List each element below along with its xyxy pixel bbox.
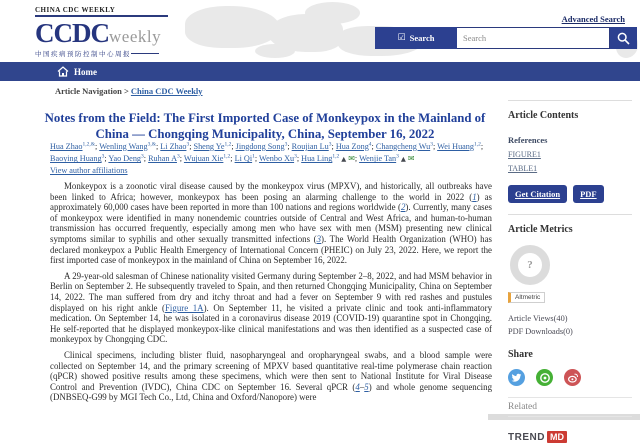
nav-home-label: Home xyxy=(74,66,97,77)
paragraph: Clinical specimens, including blister fluid, nasopharyngeal and oropharyngeal swabs, and a blood sample were collected on September 14, and the primary screening of MPXV based quantitative real-time polymerase chain reaction (qPCR) showed positive results among these specimens, which were then sent to National Institute for Viral Disease Control and Prevention (IVDC), China CDC on September 16. Several qPCR (4–5) and whole genome sequencing (DNBSEQ-G99 by MGI Tech Co., Ltd, China and Oxford/Nanopore) were xyxy=(50,349,493,403)
magnifier-icon xyxy=(617,32,630,45)
author-link[interactable]: Hua Zhao xyxy=(50,141,83,151)
paragraph: Monkeypox is a zoonotic viral disease caused by the monkeypox virus (MPXV), and historically, all outbreaks have been linked to Africa; however, monkeypox has been posing an alarming challenge to the world in 2022 (1) as approximately 60,000 cases have been reported in more than 100 nations and regions worldwide (2). Currently, many cases of monkeypox were identified in many nonendemic countries outside of Central and West Africa, and human-to-human transmission has occurred frequently, especially among men who have sex with men (MSM) presenting new clinical symptoms similar to syphilis and other sexually transmitted infections (3). The World Health Organization (WHO) has declared monkeypox a Public Health Emergency of International Concern (PHEIC) on July 23, 2022. Here, we report the first imported case of monkeypox in the mainland of China on September 16, 2022. xyxy=(50,181,493,266)
get-citation-button[interactable]: Get Citation xyxy=(508,185,567,203)
primary-navbar xyxy=(0,62,640,81)
email-envelope-icon[interactable]: ✉ xyxy=(348,154,355,164)
weibo-icon xyxy=(567,372,579,384)
author-list: Hua Zhao$^{1,2,\&}$; Wenling Wang$^{3,\&}$; Li Zhao$^3$; Sheng Ye$^{1,2}$; Jingdong Song$^3$; Roujian Lu$^3$; Hua Zong$^4$; Changcheng Wu$^3$; Wei Huang$^{1,2}$; Baoying Huang$^3$; Yao Deng$^3$; Ruhan $A^3$; Wujuan Xie$^{1,2}$; Li Qi$^1$; Wenbo Xu$^3$; Hua Ling$^{1,2}$ ▲ ✉; Wenjie Tan$^3$ ▲ ✉ View author affiliations xyxy=(50,141,484,176)
breadcrumb xyxy=(55,86,203,96)
altmetric-label[interactable]: Altmetric xyxy=(508,292,545,303)
twitter-bird-icon xyxy=(511,373,522,383)
article-body xyxy=(50,181,492,408)
author-link[interactable]: Wujuan Xie xyxy=(183,154,224,164)
figure1-link[interactable]: FIGURE1 xyxy=(508,150,541,159)
search-input[interactable] xyxy=(457,27,610,49)
inline-ref-link[interactable]: 4 xyxy=(355,381,360,392)
blog-share-icon[interactable] xyxy=(536,369,553,386)
references-link[interactable]: References xyxy=(508,135,548,145)
ring-dot-icon xyxy=(539,372,551,384)
view-affiliations-link[interactable]: View author affiliations xyxy=(50,166,128,176)
altmetric-badge[interactable]: ? xyxy=(510,245,550,285)
world-map-watermark xyxy=(305,2,360,24)
search-scope-button[interactable] xyxy=(375,27,457,49)
article-sidebar xyxy=(508,100,632,445)
checkbox-icon: ☑ xyxy=(397,32,406,43)
table1-link[interactable]: TABLE1 xyxy=(508,164,538,173)
breadcrumb-separator: > xyxy=(123,86,129,96)
home-icon xyxy=(57,66,69,77)
breadcrumb-journal-link[interactable]: China CDC Weekly xyxy=(130,86,203,96)
author-link[interactable]: Jingdong Song xyxy=(235,141,285,151)
related-heading: Related xyxy=(508,397,632,417)
logo-chinese-text: 中国疾病预防控制中心周报 xyxy=(35,51,131,58)
corresponding-triangle-icon[interactable]: ▲ xyxy=(341,155,347,164)
author-link[interactable]: Sheng Ye xyxy=(193,141,225,151)
paragraph: A 29-year-old salesman of Chinese nationality visited Germany during September 2–8, 2022, and had MSM behavior in Berlin on September 2. He subsequently traveled to Spain, and then returned Chongqing Municipality, China on September 14, 2022. The man suffered from dry and itchy throat and had a fever on September 9 with red rashes and pustules displayed on his right ankle (Figure 1A). On September 11, he visited a private clinic and took anti-inflammatory medication. On September 14, he was isolated in a coronavirus disease 2019 (COVID-19) quarantine spot in Chongqing. He self-reported that he displayed monkeypox-like clinical manifestations and was then identified as a suspected case of monkeypox by Chongqing CDC. xyxy=(50,270,493,345)
article-contents-heading: Article Contents xyxy=(508,110,579,121)
inline-ref-link[interactable]: 1 xyxy=(472,191,477,202)
divider xyxy=(508,214,632,215)
article-title: Notes from the Field: The First Imported Case of Monkeypox in the Mainland of China — Chongqing Municipality, China, September 16, 2022 xyxy=(44,110,486,141)
email-envelope-icon[interactable]: ✉ xyxy=(407,154,415,164)
inline-ref-link[interactable]: 5 xyxy=(364,381,369,392)
trendmd-trend-text: TREND xyxy=(508,432,545,443)
inline-ref-link[interactable]: 2 xyxy=(400,202,406,213)
masthead-text: CHINA CDC WEEKLY xyxy=(35,6,116,14)
weibo-share-icon[interactable] xyxy=(564,369,581,386)
author-link[interactable]: Changcheng Wu xyxy=(375,141,431,151)
author-link[interactable]: Hua Ling xyxy=(301,154,333,164)
author-link[interactable]: Wei Huang xyxy=(437,141,474,151)
advanced-search-link[interactable]: Advanced Search xyxy=(561,14,625,24)
author-link[interactable]: Wenling Wang xyxy=(99,141,148,151)
author-link[interactable]: Baoying Huang xyxy=(50,154,102,164)
trendmd-md-badge: MD xyxy=(547,431,567,443)
masthead-rule xyxy=(35,15,168,17)
pdf-downloads: PDF Downloads(0) xyxy=(508,327,573,336)
author-link[interactable]: Li Zhao xyxy=(160,141,187,151)
world-map-watermark xyxy=(185,6,280,48)
author-link[interactable]: Hua Zong xyxy=(335,141,369,151)
author-link[interactable]: Ruhan A xyxy=(148,154,177,164)
logo-ccdc: CCDC xyxy=(35,18,109,48)
article-metrics-heading: Article Metrics xyxy=(508,224,573,235)
logo-rule xyxy=(131,53,159,54)
logo-weekly: weekly xyxy=(109,27,162,46)
corresponding-triangle-icon[interactable]: ▲ xyxy=(400,155,406,164)
breadcrumb-label: Article Navigation xyxy=(55,86,122,96)
article-views: Article Views(40) xyxy=(508,314,568,323)
pdf-button[interactable]: PDF xyxy=(573,185,604,203)
world-map-watermark xyxy=(255,44,295,58)
share-buttons xyxy=(508,369,632,386)
trendmd-logo[interactable] xyxy=(508,427,632,445)
inline-ref-link[interactable]: 3 xyxy=(316,233,322,244)
share-heading: Share xyxy=(508,349,533,360)
search-scope-label: Search xyxy=(409,33,435,43)
twitter-share-icon[interactable] xyxy=(508,369,525,386)
inline-ref-link[interactable]: Figure 1A xyxy=(165,302,204,313)
author-link[interactable]: Li Qi xyxy=(234,154,253,164)
journal-logo[interactable] xyxy=(35,6,168,58)
nav-home[interactable] xyxy=(57,66,97,77)
search-submit-button[interactable] xyxy=(610,27,637,49)
author-link[interactable]: Roujian Lu xyxy=(291,141,329,151)
author-link[interactable]: Wenjie Tan xyxy=(359,154,397,164)
search-bar xyxy=(375,27,637,49)
author-link[interactable]: Wenbo Xu xyxy=(259,154,295,164)
author-link[interactable]: Yao Deng xyxy=(108,154,142,164)
